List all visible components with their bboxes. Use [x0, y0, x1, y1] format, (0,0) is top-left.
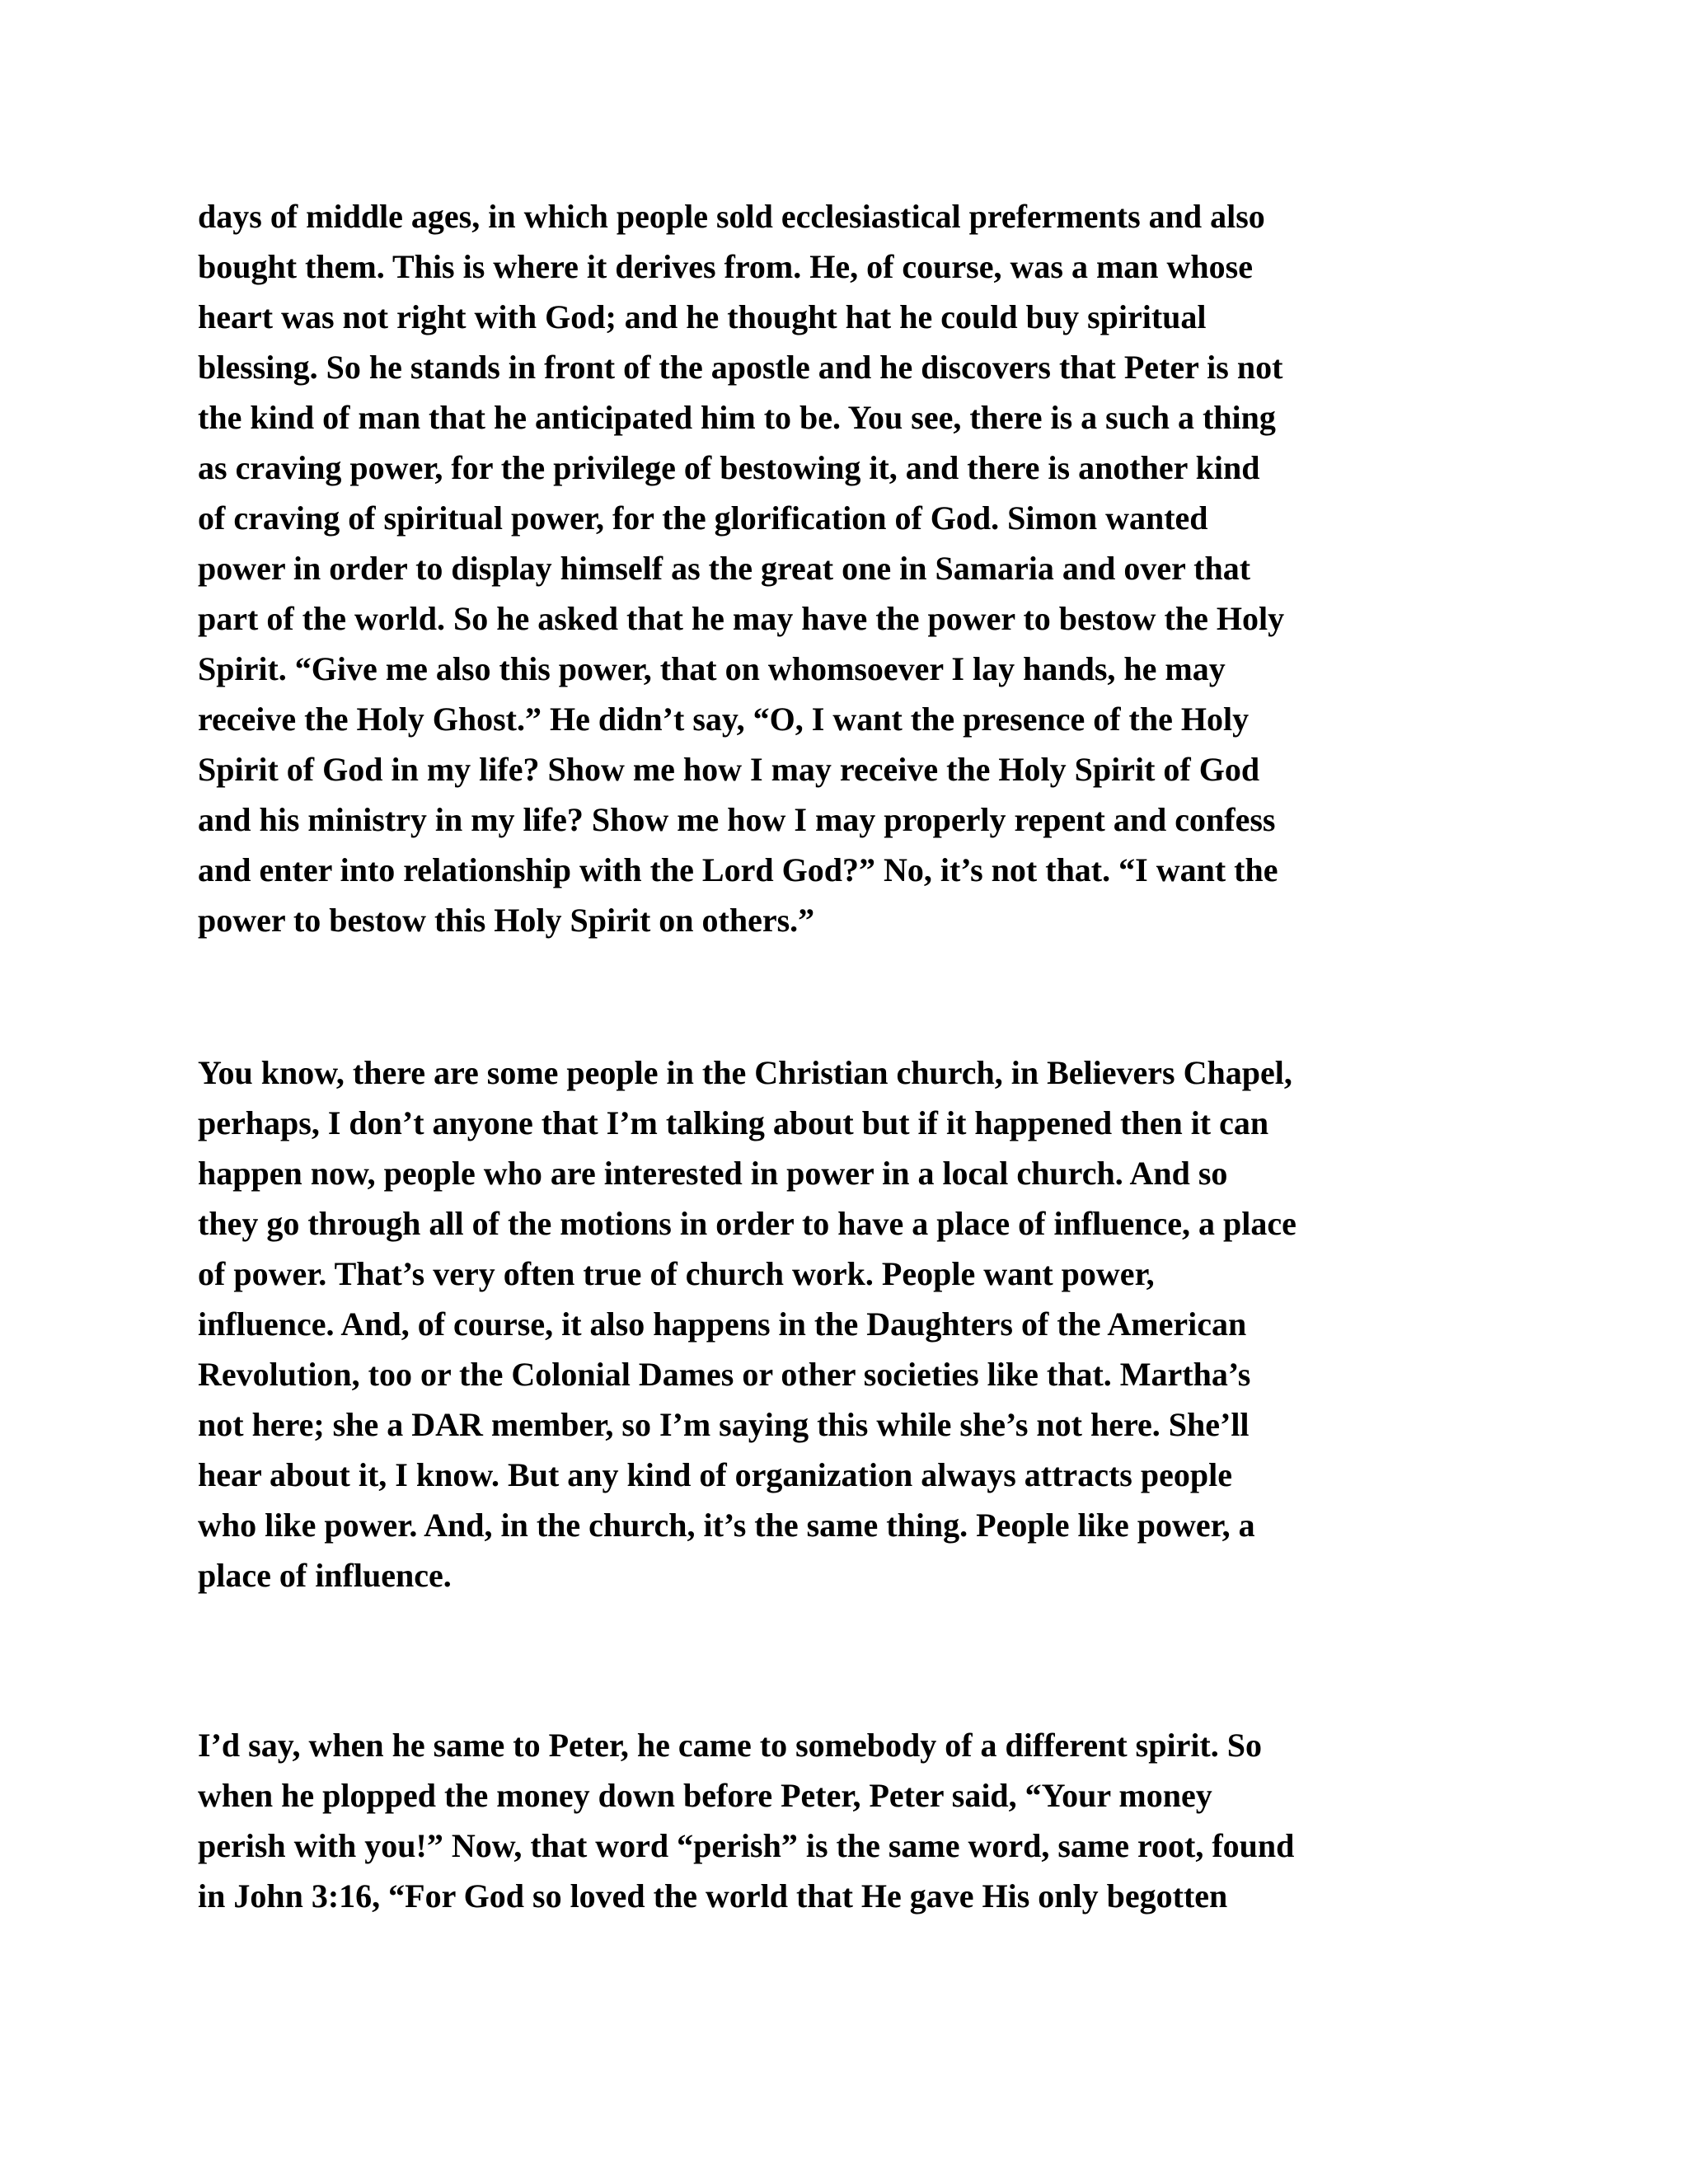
text-line: perhaps, I don’t anyone that I’m talking about but if it happened then it can — [198, 1104, 1269, 1141]
text-line: Spirit. “Give me also this power, that on whomsoever I lay hands, he may — [198, 650, 1226, 687]
text-line: who like power. And, in the church, it’s the same thing. People like power, a — [198, 1507, 1255, 1544]
text-line: part of the world. So he asked that he may have the power to bestow the Holy — [198, 600, 1285, 637]
text-line: and his ministry in my life? Show me how I may properly repent and confess — [198, 801, 1276, 838]
paragraph — [198, 191, 1517, 945]
text-line: You know, there are some people in the Christian church, in Believers Chapel, — [198, 1054, 1292, 1091]
text-line: in John 3:16, “For God so loved the world that He gave His only begotten — [198, 1877, 1228, 1915]
text-line: place of influence. — [198, 1557, 452, 1594]
text-line: when he plopped the money down before Peter, Peter said, “Your money — [198, 1777, 1212, 1814]
text-line: days of middle ages, in which people sold ecclesiastical preferments and also — [198, 198, 1265, 235]
text-line: they go through all of the motions in order to have a place of influence, a place — [198, 1205, 1296, 1242]
text-line: as craving power, for the privilege of bestowing it, and there is another kind — [198, 449, 1260, 486]
text-line: not here; she a DAR member, so I’m saying this while she’s not here. She’ll — [198, 1406, 1250, 1443]
text-line: hear about it, I know. But any kind of organization always attracts people — [198, 1456, 1232, 1493]
paragraph — [198, 1720, 1517, 1921]
text-line: perish with you!” Now, that word “perish” is the same word, same root, found — [198, 1827, 1295, 1864]
text-line: bought them. This is where it derives from. He, of course, was a man whose — [198, 248, 1253, 285]
text-line: Spirit of God in my life? Show me how I may receive the Holy Spirit of God — [198, 751, 1260, 788]
text-line: influence. And, of course, it also happens in the Daughters of the American — [198, 1305, 1247, 1343]
text-line: receive the Holy Ghost.” He didn’t say, “O, I want the presence of the Holy — [198, 701, 1250, 738]
text-line: of craving of spiritual power, for the glorification of God. Simon wanted — [198, 499, 1208, 537]
text-line: heart was not right with God; and he thought hat he could buy spiritual — [198, 298, 1207, 335]
text-line: Revolution, too or the Colonial Dames or other societies like that. Martha’s — [198, 1356, 1251, 1393]
text-line: power to bestow this Holy Spirit on others.” — [198, 902, 815, 939]
text-line: happen now, people who are interested in power in a local church. And so — [198, 1155, 1228, 1192]
text-line: and enter into relationship with the Lord God?” No, it’s not that. “I want the — [198, 851, 1278, 888]
text-line: I’d say, when he same to Peter, he came to somebody of a different spirit. So — [198, 1727, 1262, 1764]
text-line: power in order to display himself as the great one in Samaria and over that — [198, 550, 1251, 587]
text-line: blessing. So he stands in front of the apostle and he discovers that Peter is not — [198, 349, 1283, 386]
text-line: the kind of man that he anticipated him to be. You see, there is a such a thing — [198, 399, 1276, 436]
paragraph — [198, 1047, 1517, 1601]
text-line: of power. That’s very often true of church work. People want power, — [198, 1255, 1155, 1292]
